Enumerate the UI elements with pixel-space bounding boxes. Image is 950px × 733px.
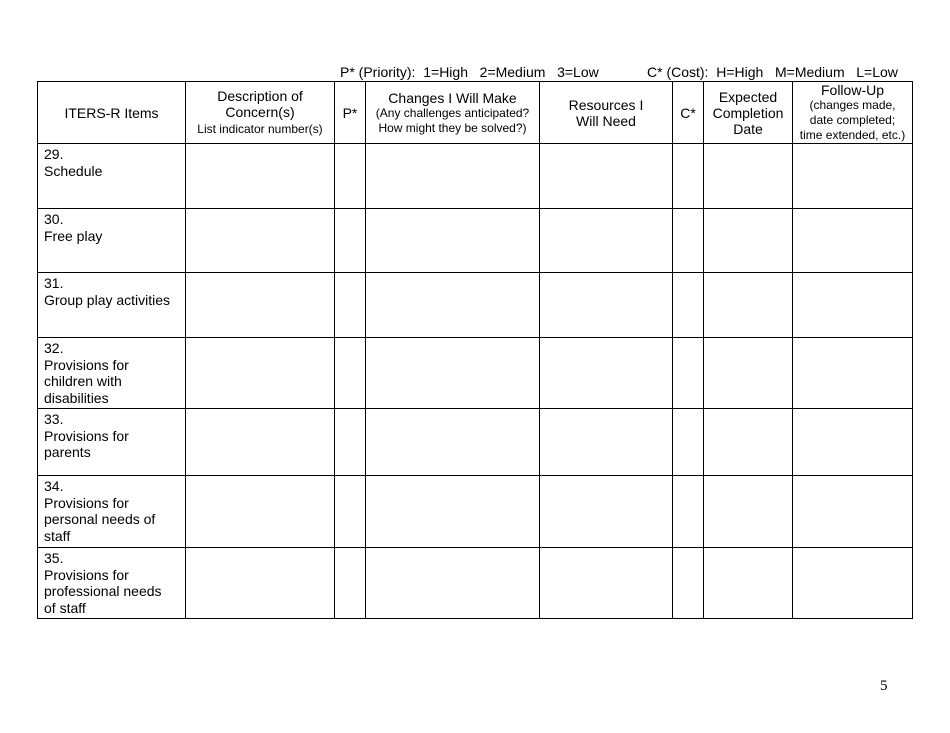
cost-cell[interactable] [673, 273, 704, 338]
completion-cell[interactable] [704, 273, 793, 338]
table-row [38, 209, 913, 273]
cost-cell[interactable] [673, 209, 704, 273]
table-row [38, 144, 913, 209]
priority-cell[interactable] [335, 209, 366, 273]
item-number: 32. [44, 340, 64, 356]
completion-cell[interactable] [704, 209, 793, 273]
changes-cell[interactable] [366, 409, 540, 476]
concern-cell[interactable] [186, 548, 335, 619]
cost-cell[interactable] [673, 144, 704, 209]
concern-cell[interactable] [186, 209, 335, 273]
resources-cell[interactable] [540, 548, 673, 619]
item-number: 34. [44, 478, 64, 494]
item-number: 31. [44, 275, 64, 291]
item-label: Free play [44, 227, 103, 244]
completion-cell[interactable] [704, 409, 793, 476]
cost-cell[interactable] [673, 338, 704, 409]
followup-cell[interactable] [793, 476, 913, 548]
item-number: 35. [44, 550, 64, 566]
cost-cell[interactable] [673, 548, 704, 619]
item-cell [38, 209, 186, 273]
item-label: Group play activities [44, 291, 171, 308]
resources-cell[interactable] [540, 409, 673, 476]
followup-cell[interactable] [793, 209, 913, 273]
completion-cell[interactable] [704, 548, 793, 619]
page-number: 5 [880, 678, 888, 694]
priority-cell[interactable] [335, 548, 366, 619]
changes-cell[interactable] [366, 338, 540, 409]
improvement-plan-table [37, 81, 913, 619]
followup-cell[interactable] [793, 338, 913, 409]
table-row [38, 409, 913, 476]
table-row [38, 338, 913, 409]
resources-cell[interactable] [540, 209, 673, 273]
item-label: Provisions for children with disabilities [44, 356, 129, 406]
header-followup: Follow-Up (changes made, date completed; time extended, etc.) [793, 82, 913, 144]
resources-cell[interactable] [540, 338, 673, 409]
item-cell [38, 144, 186, 209]
completion-cell[interactable] [704, 476, 793, 548]
item-number: 30. [44, 211, 64, 227]
item-number: 29. [44, 146, 64, 162]
priority-cell[interactable] [335, 144, 366, 209]
item-label: Schedule [44, 162, 103, 179]
header-row [38, 82, 913, 144]
concern-cell[interactable] [186, 409, 335, 476]
item-number: 33. [44, 411, 64, 427]
priority-cell[interactable] [335, 409, 366, 476]
cost-cell[interactable] [673, 476, 704, 548]
priority-cell[interactable] [335, 338, 366, 409]
changes-cell[interactable] [366, 144, 540, 209]
completion-cell[interactable] [704, 144, 793, 209]
item-label: Provisions for parents [44, 427, 129, 460]
concern-cell[interactable] [186, 144, 335, 209]
resources-cell[interactable] [540, 144, 673, 209]
changes-cell[interactable] [366, 548, 540, 619]
cost-cell[interactable] [673, 409, 704, 476]
followup-cell[interactable] [793, 548, 913, 619]
header-items: ITERS-R Items [38, 82, 186, 144]
item-label: Provisions for personal needs of staff [44, 494, 156, 544]
changes-cell[interactable] [366, 209, 540, 273]
cost-key: C* (Cost): H=High M=Medium L=Low [647, 64, 898, 80]
item-label: Provisions for professional needs of staff [44, 566, 162, 616]
header-concern: Description of Concern(s) List indicator number(s) [186, 82, 335, 144]
header-priority: P* [335, 82, 366, 144]
changes-cell[interactable] [366, 273, 540, 338]
resources-cell[interactable] [540, 273, 673, 338]
followup-cell[interactable] [793, 409, 913, 476]
header-cost: C* [673, 82, 704, 144]
completion-cell[interactable] [704, 338, 793, 409]
concern-cell[interactable] [186, 476, 335, 548]
header-resources: Resources I Will Need [540, 82, 673, 144]
concern-cell[interactable] [186, 338, 335, 409]
followup-cell[interactable] [793, 273, 913, 338]
concern-cell[interactable] [186, 273, 335, 338]
priority-cell[interactable] [335, 273, 366, 338]
item-cell [38, 548, 186, 619]
priority-key: P* (Priority): 1=High 2=Medium 3=Low [340, 64, 599, 80]
table-row [38, 476, 913, 548]
item-cell [38, 273, 186, 338]
table-row [38, 273, 913, 338]
item-cell [38, 409, 186, 476]
resources-cell[interactable] [540, 476, 673, 548]
item-cell [38, 338, 186, 409]
followup-cell[interactable] [793, 144, 913, 209]
priority-cell[interactable] [335, 476, 366, 548]
item-cell [38, 476, 186, 548]
header-changes: Changes I Will Make (Any challenges anticipated? How might they be solved?) [366, 82, 540, 144]
changes-cell[interactable] [366, 476, 540, 548]
header-completion: Expected Completion Date [704, 82, 793, 144]
table-row [38, 548, 913, 619]
